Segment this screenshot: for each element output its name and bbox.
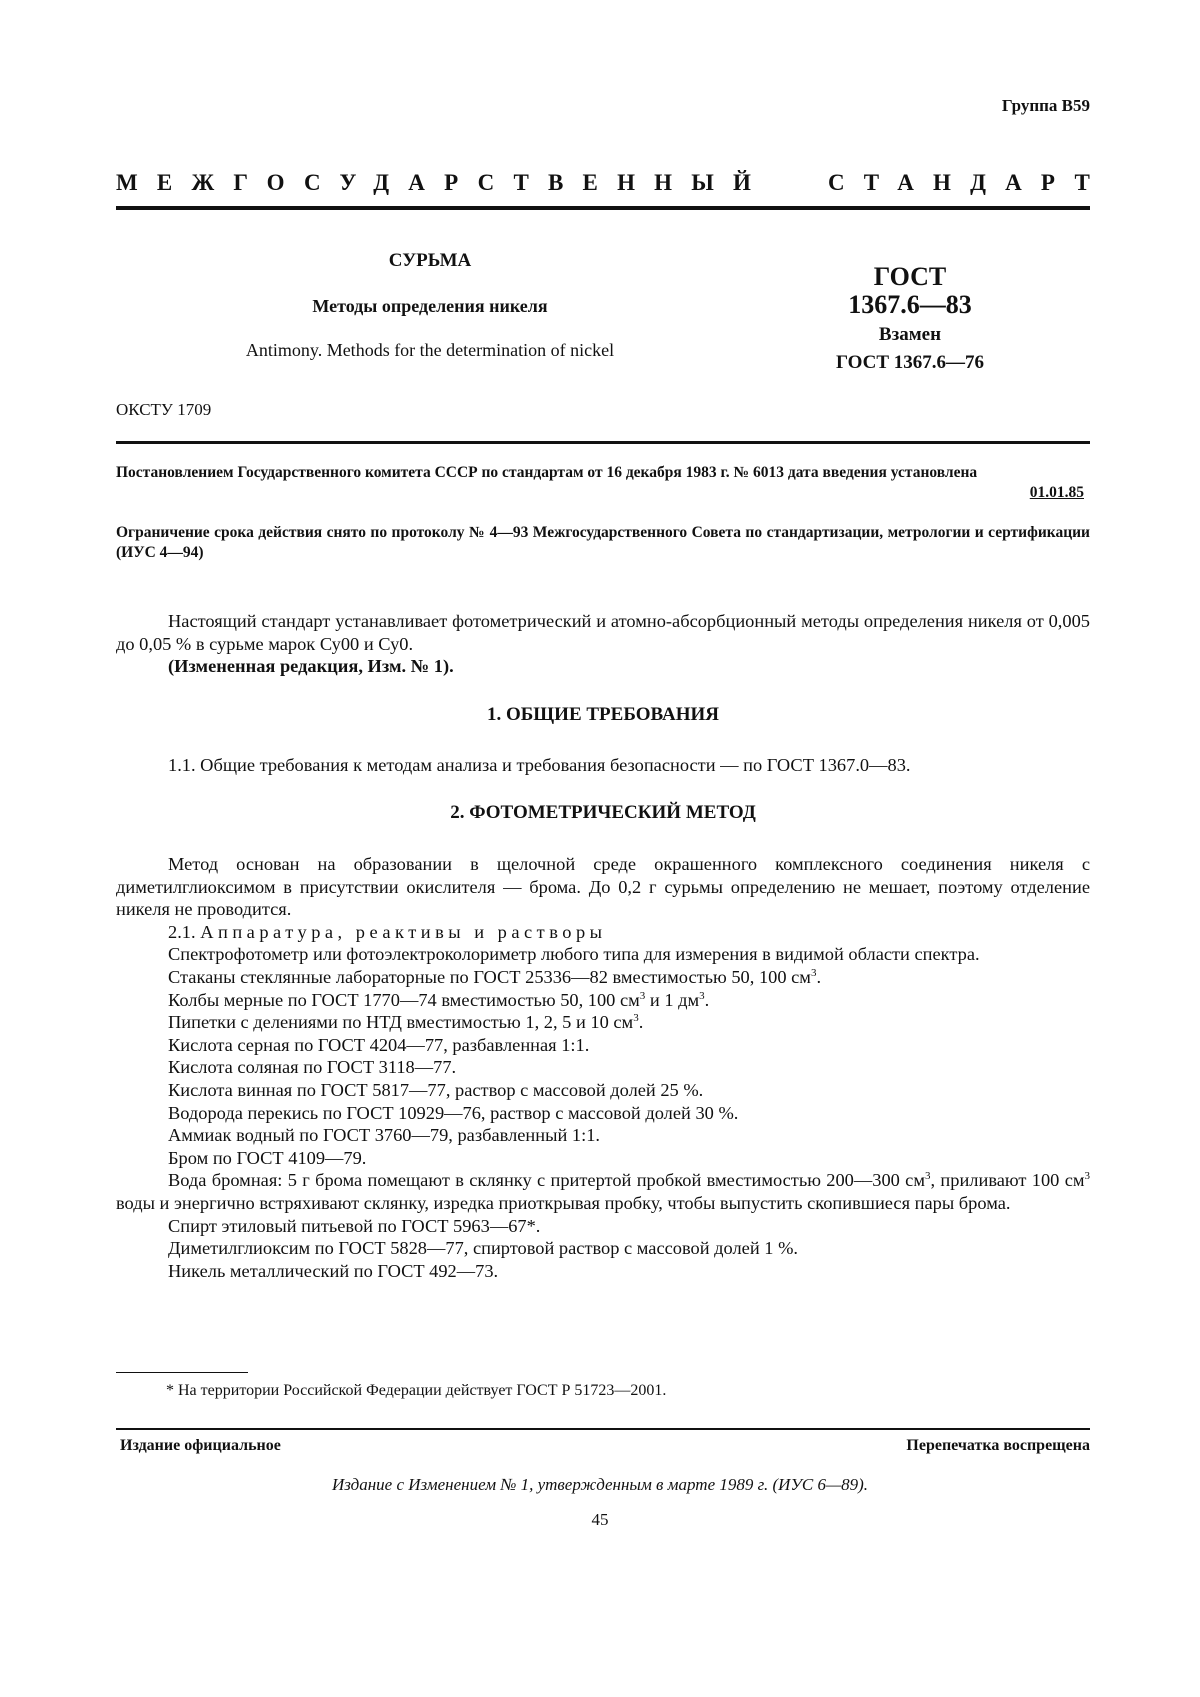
sup-3: 3 xyxy=(699,989,705,1002)
decree-body: Постановлением Государственного комитета СССР по стандартам от 16 декабря 1983 г. № 6013 дата введения установлена xyxy=(116,464,978,481)
item-sulfuric-acid: Кислота серная по ГОСТ 4204—77, разбавленная 1:1. xyxy=(168,1034,590,1055)
item-bromine-water-text: Вода бромная: 5 г брома помещают в склянку с притертой пробкой вместимостью 200—300 см xyxy=(168,1170,925,1191)
item-tartaric-acid: Кислота винная по ГОСТ 5817—77, раствор с массовой долей 25 %. xyxy=(168,1079,704,1100)
item-bromine: Бром по ГОСТ 4109—79. xyxy=(168,1147,367,1168)
item-spectrophotometer: Спектрофотометр или фотоэлектроколориметр любого типа для измерения в видимой области спектра. xyxy=(168,944,980,965)
classification-group: Группа В59 xyxy=(1001,96,1090,115)
oksty-code: ОКСТУ 1709 xyxy=(116,400,212,419)
decree-text xyxy=(116,463,1090,501)
item-bromine-water-text-3: воды и энергично встряхивают склянку, изредка приоткрывая пробку, чтобы выпустить скопившиеся пары брома. xyxy=(116,1192,1011,1213)
item-hydrogen-peroxide: Водорода перекись по ГОСТ 10929—76, раствор с массовой долей 30 %. xyxy=(168,1102,739,1123)
decree-date: 01.01.85 xyxy=(1029,484,1084,501)
section-2-body xyxy=(116,853,1090,1282)
footnote: * На территории Российской Федерации действует ГОСТ Р 51723—2001. xyxy=(166,1382,667,1399)
banner-word-standard: СТАНДАРТ xyxy=(827,170,1109,195)
banner-rule xyxy=(116,206,1090,210)
sup-3: 3 xyxy=(810,966,817,979)
section-1-heading: 1. ОБЩИЕ ТРЕБОВАНИЯ xyxy=(486,704,720,725)
gost-replaces-label: Взамен xyxy=(878,324,942,345)
banner-word-interstate: МЕЖГОСУДАРСТВЕННЫЙ xyxy=(116,170,771,195)
item-nickel-metal: Никель металлический по ГОСТ 492—73. xyxy=(168,1260,499,1281)
item-pipettes-text: Пипетки с делениями по НТД вместимостью 1, 2, 5 и 10 см xyxy=(168,1012,634,1033)
item-flasks-text: Колбы мерные по ГОСТ 1770—74 вместимостью 50, 100 см xyxy=(168,989,640,1010)
gost-replaces: ГОСТ 1367.6—76 xyxy=(835,352,985,373)
edition-note: Издание с Изменением № 1, утвержденным в марте 1989 г. (ИУС 6—89). xyxy=(331,1475,869,1494)
sup-3: 3 xyxy=(639,989,646,1002)
doc-subtitle: Методы определения никеля xyxy=(312,296,548,316)
intro-section xyxy=(116,610,1090,678)
section-1-body xyxy=(116,754,1090,777)
reprint-prohibited: Перепечатка воспрещена xyxy=(906,1437,1090,1454)
clause-2-1-number: 2.1. xyxy=(168,921,196,942)
item-flasks-text-2: и 1 дм xyxy=(645,989,700,1010)
gost-label: ГОСТ xyxy=(873,262,947,291)
clause-2-1 xyxy=(116,921,1090,944)
item-hydrochloric-acid: Кислота соляная по ГОСТ 3118—77. xyxy=(168,1057,457,1078)
period: . xyxy=(816,966,822,987)
intro-amendment: (Измененная редакция, Изм. № 1). xyxy=(168,656,454,677)
period: . xyxy=(638,1012,644,1033)
intro-paragraph: Настоящий стандарт устанавливает фотометрический и атомно-абсорбционный методы определения никеля от 0,005 до 0,05 % в сурьме марок Су00 и Су0. xyxy=(116,611,1090,654)
doc-title: СУРЬМА xyxy=(388,250,472,271)
clause-1-1: 1.1. Общие требования к методам анализа и требования безопасности — по ГОСТ 1367.0—83. xyxy=(168,755,911,775)
method-principle: Метод основан на образовании в щелочной среде окрашенного комплексного соединения никеля с диметилглиоксимом в присутствии окислителя — брома. До 0,2 г сурьмы определению не мешает, поэтому отделение никеля не проводится. xyxy=(116,854,1090,920)
footnote-separator xyxy=(116,1372,248,1373)
item-bromine-water-text-2: , приливают 100 см xyxy=(930,1170,1085,1191)
doc-title-english: Antimony. Methods for the determination of nickel xyxy=(245,340,615,360)
item-beakers xyxy=(116,966,1090,989)
sup-3: 3 xyxy=(633,1012,639,1025)
period: . xyxy=(704,989,710,1010)
item-dimethylglyoxime: Диметилглиоксим по ГОСТ 5828—77, спиртовой раствор с массовой долей 1 %. xyxy=(168,1238,798,1259)
section-2-heading: 2. ФОТОМЕТРИЧЕСКИЙ МЕТОД xyxy=(450,802,756,823)
limitation-text: Ограничение срока действия снято по протоколу № 4—93 Межгосударственного Совета по стандартизации, метрологии и сертификации (ИУС 4—94) xyxy=(116,524,1090,561)
clause-2-1-title: Аппаратура, реактивы и растворы xyxy=(200,921,607,942)
standard-banner xyxy=(116,170,1109,206)
item-beakers-text: Стаканы стеклянные лабораторные по ГОСТ 25336—82 вместимостью 50, 100 см xyxy=(168,966,811,987)
item-ammonia: Аммиак водный по ГОСТ 3760—79, разбавленный 1:1. xyxy=(168,1125,600,1146)
footer-rule xyxy=(116,1428,1090,1430)
item-ethanol: Спирт этиловый питьевой по ГОСТ 5963—67*. xyxy=(168,1215,541,1236)
sup-3: 3 xyxy=(924,1170,931,1183)
official-edition: Издание официальное xyxy=(120,1437,281,1454)
sup-3: 3 xyxy=(1084,1170,1091,1183)
item-bromine-water xyxy=(116,1169,1090,1214)
header-rule xyxy=(116,441,1090,444)
item-flasks xyxy=(116,989,1090,1012)
page-number: 45 xyxy=(591,1510,609,1529)
gost-number: 1367.6—83 xyxy=(848,290,972,319)
item-pipettes xyxy=(116,1011,1090,1034)
